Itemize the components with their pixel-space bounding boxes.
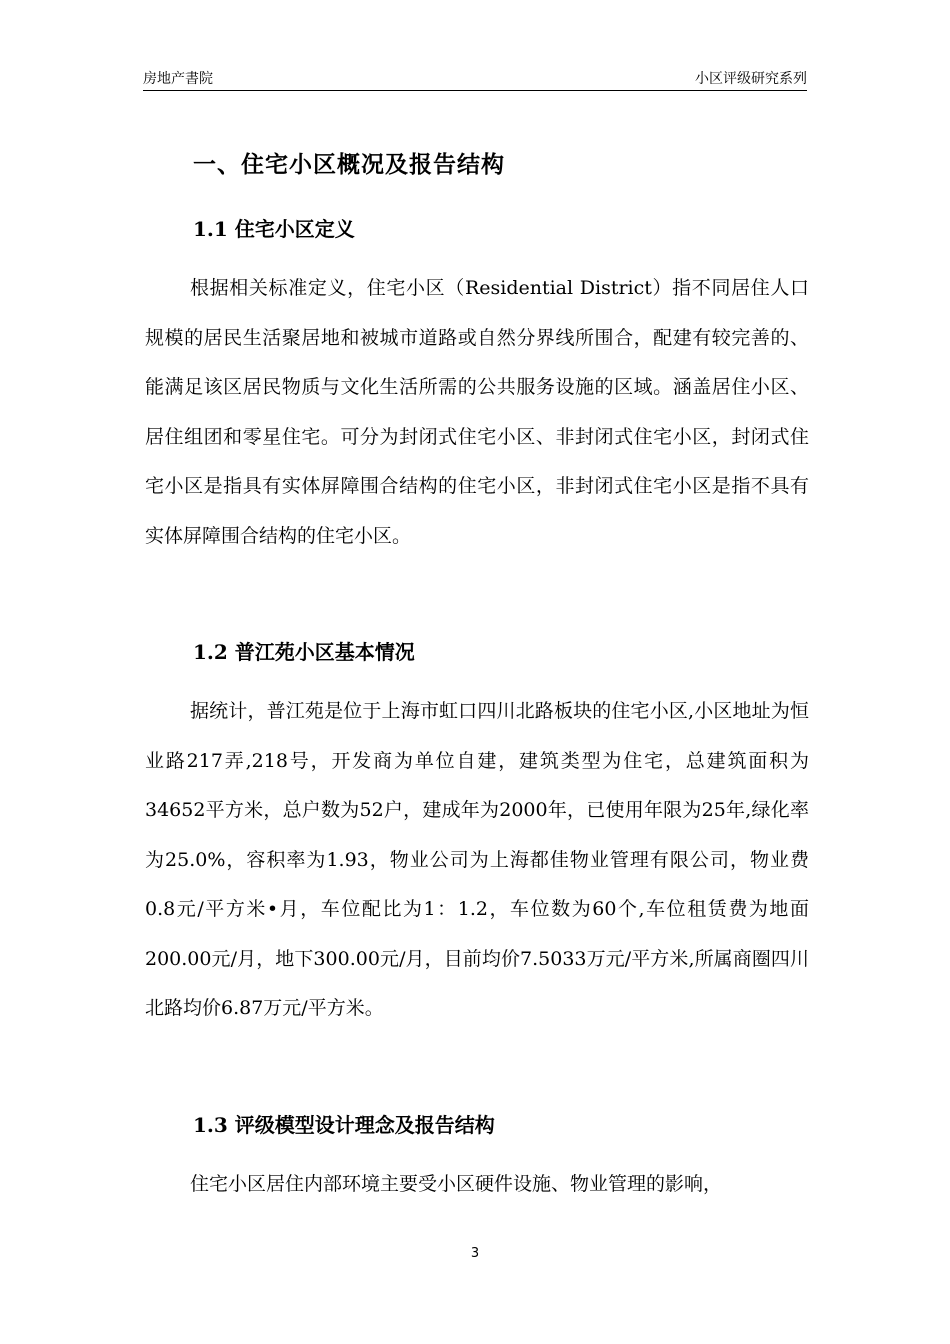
section-heading-1-1: 1.1 住宅小区定义 bbox=[193, 217, 355, 241]
page-header bbox=[143, 68, 807, 91]
page-number: 3 bbox=[470, 1246, 480, 1261]
section-heading-1-2: 1.2 普江苑小区基本情况 bbox=[193, 640, 415, 664]
section-body-1-3: 住宅小区居住内部环境主要受小区硬件设施、物业管理的影响， bbox=[190, 1173, 723, 1195]
chapter-title: 一、住宅小区概况及报告结构 bbox=[193, 151, 505, 178]
section-body-1-2: 据统计，普江苑是位于上海市虹口四川北路板块的住宅小区,小区地址为恒业路217弄,218号，开发商为单位自建，建筑类型为住宅，总建筑面积为34652平方米，总户数为52户，建成年为2000年，已使用年限为25年,绿化率为25.0%，容积率为1.93，物业公司为上海都佳物业管理有限公司，物业费 0.8元/平方米•月，车位配比为1：1.2，车位数为60个,车位租赁费为地面200.00元/月，地下300.00元/月，目前均价7.5033万元/平方米,所属商圈四川北路均价6.87万元/平方米。 bbox=[145, 700, 809, 1019]
section-heading-1-3: 1.3 评级模型设计理念及报告结构 bbox=[193, 1113, 495, 1137]
section-body-1-1: 根据相关标准定义，住宅小区（Residential District）指不同居住人口规模的居民生活聚居地和被城市道路或自然分界线所围合，配建有较完善的、能满足该区居民物质与文化生活所需的公共服务设施的区域。涵盖居住小区、居住组团和零星住宅。可分为封闭式住宅小区、非封闭式住宅小区，封闭式住宅小区是指具有实体屏障围合结构的住宅小区，非封闭式住宅小区是指不具有实体屏障围合结构的住宅小区。 bbox=[145, 277, 809, 547]
header-series-title: 小区评级研究系列 bbox=[695, 71, 807, 87]
header-publisher: 房地产書院 bbox=[143, 71, 213, 87]
